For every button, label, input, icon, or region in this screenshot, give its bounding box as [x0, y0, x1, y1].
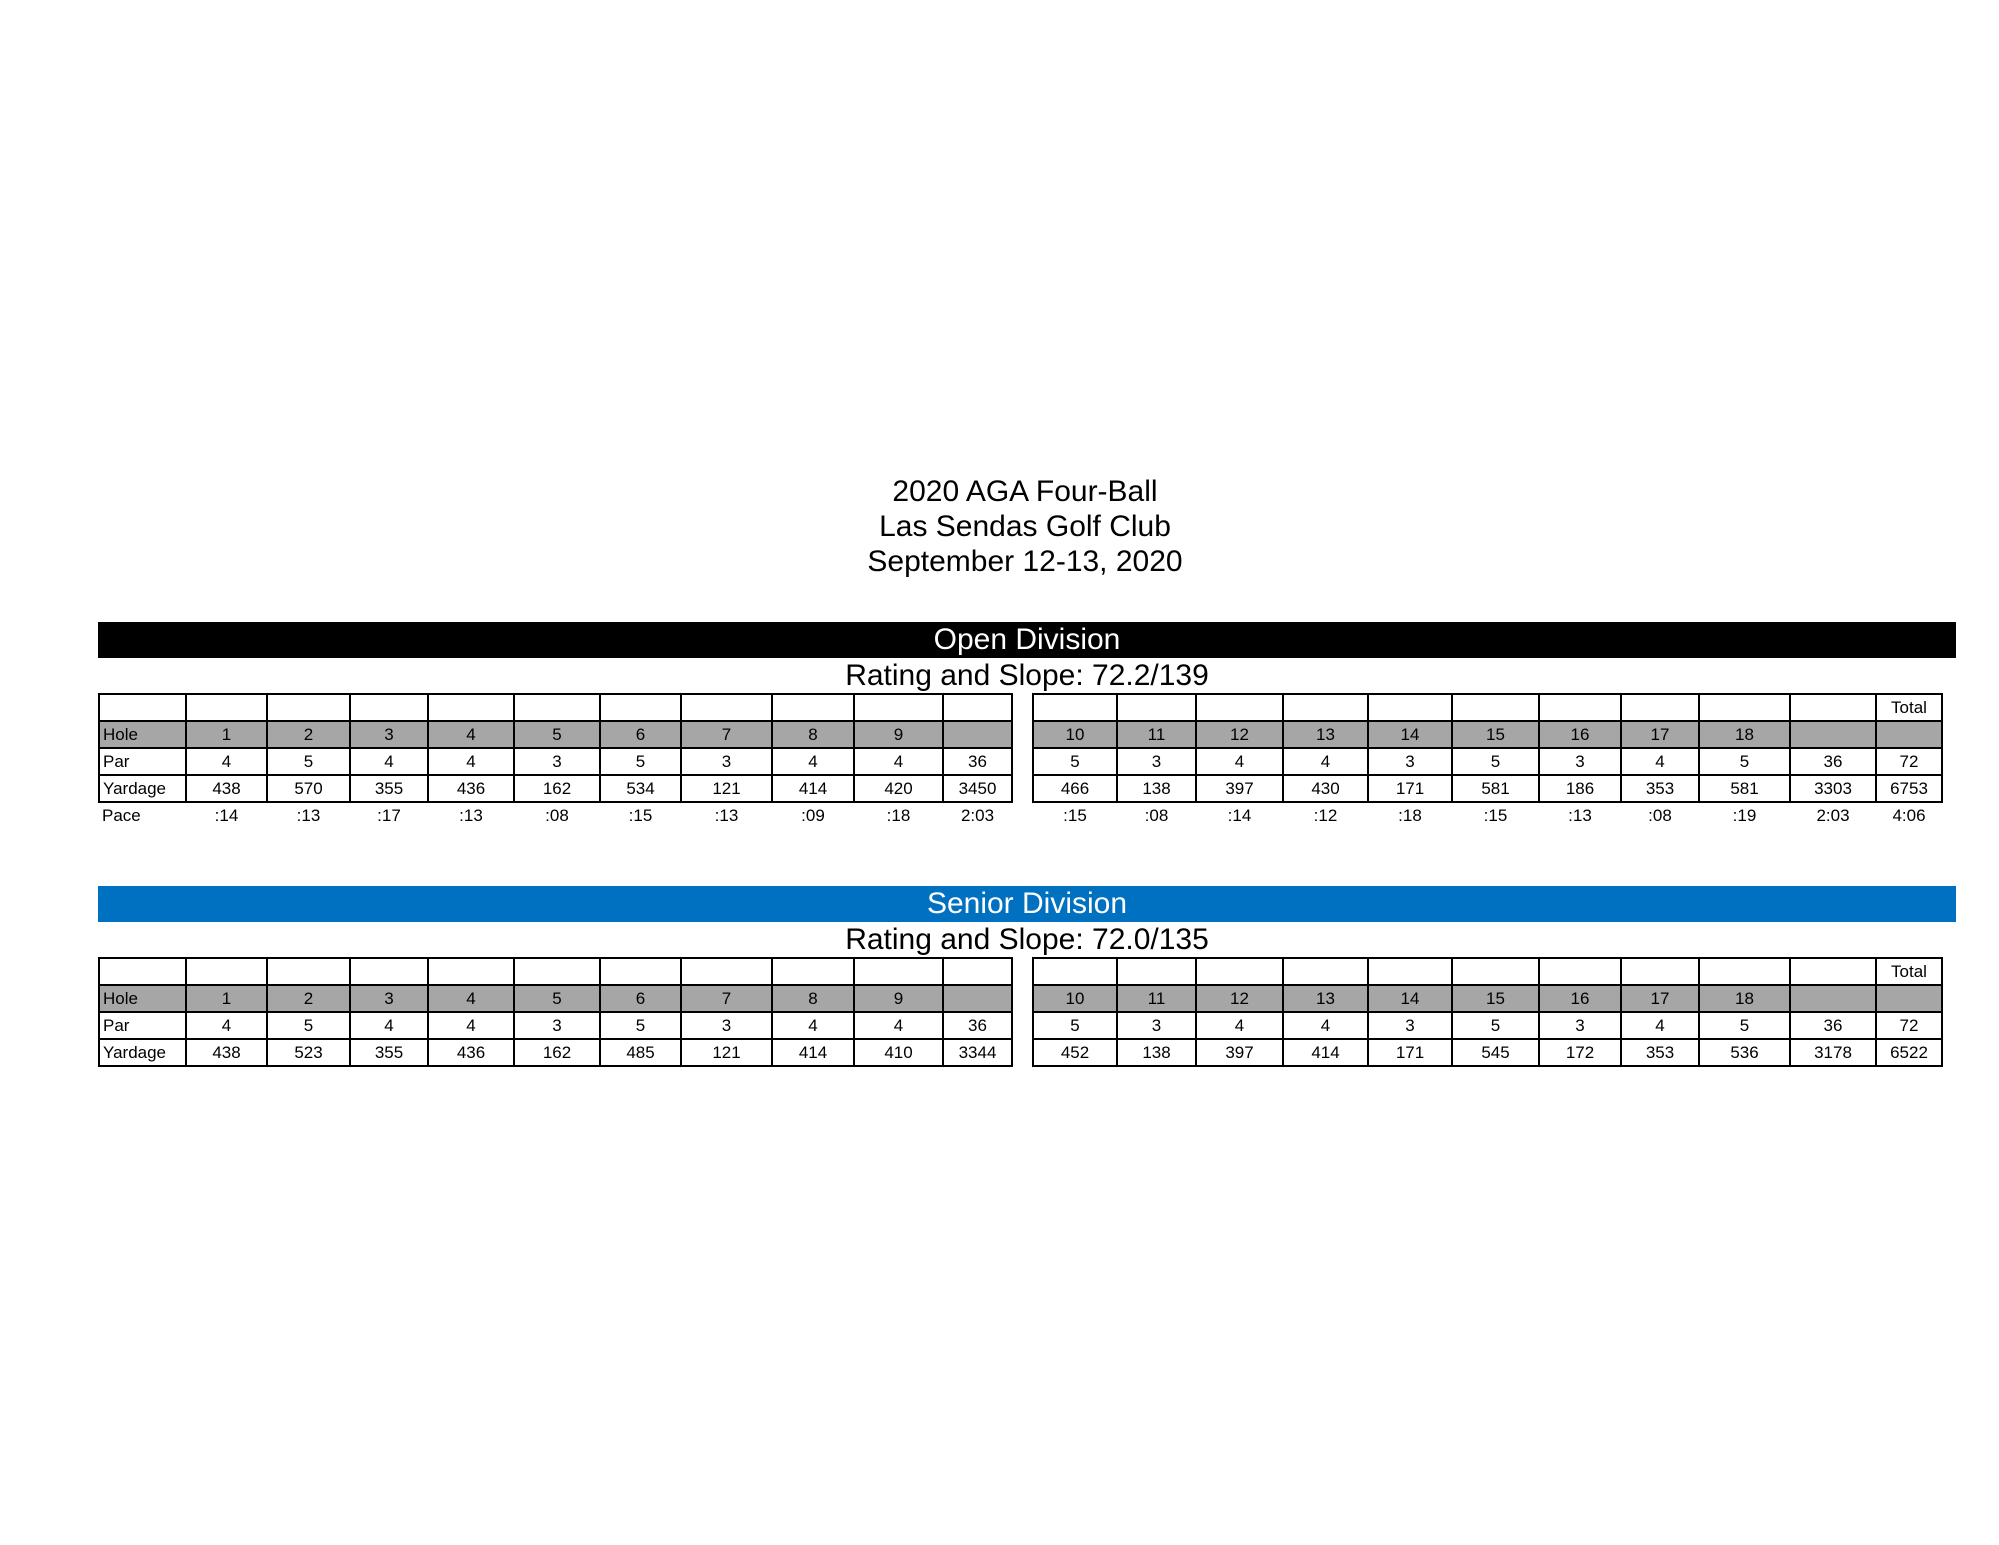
par-cell: 4	[428, 1012, 514, 1039]
hole-cell: 10	[1033, 721, 1117, 748]
blank-cell	[1539, 958, 1621, 985]
par-cell: 4	[186, 748, 267, 775]
yardage-cell: 355	[350, 1039, 428, 1066]
hole-cell: 7	[681, 985, 772, 1012]
yardage-row	[1033, 1039, 1942, 1066]
blank-cell	[1621, 958, 1699, 985]
open-scorecard	[98, 693, 1956, 833]
yardage-cell: Yardage	[99, 1039, 186, 1066]
par-cell: 4	[1621, 1012, 1699, 1039]
pace-cell: :19	[1732, 806, 1757, 825]
blank-cell	[1452, 694, 1539, 721]
par-cell: 5	[1699, 748, 1790, 775]
pace-cell: :09	[801, 806, 825, 825]
par-cell: 4	[186, 1012, 267, 1039]
hole-cell: 4	[428, 721, 514, 748]
blank-cell	[1539, 694, 1621, 721]
hole-cell: 14	[1368, 985, 1452, 1012]
hole-row	[99, 721, 1012, 748]
hole-cell: 17	[1621, 721, 1699, 748]
hole-cell: 5	[514, 985, 600, 1012]
par-row	[99, 1012, 1012, 1039]
blank-cell	[943, 694, 1012, 721]
pace-cell: :17	[377, 806, 401, 825]
hole-cell: 9	[854, 985, 943, 1012]
par-cell: 3	[514, 748, 600, 775]
yardage-cell: 121	[681, 1039, 772, 1066]
yardage-cell: 466	[1033, 775, 1117, 802]
par-cell: 3	[1117, 1012, 1196, 1039]
pace-cell: Pace	[102, 806, 141, 825]
hole-cell: 18	[1699, 985, 1790, 1012]
blank-cell	[99, 694, 186, 721]
par-cell: 36	[943, 748, 1012, 775]
total-column-label: Total	[1876, 694, 1942, 721]
par-cell: 3	[681, 1012, 772, 1039]
yardage-cell: 162	[514, 1039, 600, 1066]
par-cell: 3	[1539, 748, 1621, 775]
par-cell: 4	[1196, 1012, 1283, 1039]
par-cell: 4	[1621, 748, 1699, 775]
hole-cell: 11	[1117, 721, 1196, 748]
yardage-cell: 171	[1368, 1039, 1452, 1066]
yardage-cell: 438	[186, 775, 267, 802]
hole-cell: 3	[350, 721, 428, 748]
par-cell: 3	[1368, 1012, 1452, 1039]
hole-cell	[943, 985, 1012, 1012]
blank-cell	[1621, 694, 1699, 721]
par-cell: Par	[99, 1012, 186, 1039]
par-cell: Par	[99, 748, 186, 775]
yardage-cell: 438	[186, 1039, 267, 1066]
yardage-cell: 397	[1196, 775, 1283, 802]
yardage-cell: 6753	[1876, 775, 1942, 802]
blank-cell	[186, 958, 267, 985]
yardage-cell: 436	[428, 1039, 514, 1066]
yardage-cell: 353	[1621, 1039, 1699, 1066]
par-cell: 5	[267, 1012, 350, 1039]
blank-cell	[1790, 694, 1876, 721]
yardage-cell: 436	[428, 775, 514, 802]
pace-cell: :18	[886, 806, 911, 825]
yardage-cell: 138	[1117, 1039, 1196, 1066]
yardage-cell: 162	[514, 775, 600, 802]
blank-cell	[1790, 958, 1876, 985]
hole-cell: 4	[428, 985, 514, 1012]
hole-cell: 6	[600, 985, 681, 1012]
hole-cell: 5	[514, 721, 600, 748]
pace-cell: :14	[214, 806, 239, 825]
pace-cell: :18	[1398, 806, 1422, 825]
blank-cell	[1699, 958, 1790, 985]
pace-cell: :08	[545, 806, 569, 825]
senior-rating-slope: Rating and Slope: 72.0/135	[845, 923, 1209, 956]
hole-cell: 2	[267, 985, 350, 1012]
total-column-label: Total	[1876, 958, 1942, 985]
hole-cell: 11	[1117, 985, 1196, 1012]
yardage-cell: 6522	[1876, 1039, 1942, 1066]
senior-division-banner: Senior Division	[98, 886, 1956, 922]
par-cell: 5	[1452, 748, 1539, 775]
blank-cell	[186, 694, 267, 721]
pace-cell: :13	[714, 806, 739, 825]
hole-cell: 1	[186, 721, 267, 748]
hole-cell	[943, 721, 1012, 748]
yardage-cell: 430	[1283, 775, 1368, 802]
yardage-cell: 581	[1699, 775, 1790, 802]
par-cell: 5	[1452, 1012, 1539, 1039]
yardage-cell: 3344	[943, 1039, 1012, 1066]
yardage-cell: 414	[772, 1039, 854, 1066]
yardage-row	[99, 1039, 1012, 1066]
blank-cell	[772, 958, 854, 985]
yardage-row	[99, 775, 1012, 802]
hole-row	[1033, 985, 1942, 1012]
hole-cell: Hole	[99, 721, 186, 748]
par-cell: 4	[1196, 748, 1283, 775]
yardage-cell: 121	[681, 775, 772, 802]
blank-cell	[350, 694, 428, 721]
hole-cell: 15	[1452, 721, 1539, 748]
hole-cell: 7	[681, 721, 772, 748]
yardage-cell: 397	[1196, 1039, 1283, 1066]
pace-cell: 4:06	[1892, 806, 1926, 825]
blank-cell	[1452, 958, 1539, 985]
par-cell: 5	[1033, 748, 1117, 775]
par-cell: 5	[1699, 1012, 1790, 1039]
blank-cell	[514, 694, 600, 721]
blank-cell	[600, 694, 681, 721]
event-title: 2020 AGA Four-Ball	[892, 475, 1158, 508]
header-row	[1033, 958, 1942, 985]
par-cell: 3	[514, 1012, 600, 1039]
pace-cell: :15	[628, 806, 653, 825]
yardage-cell: 186	[1539, 775, 1621, 802]
hole-cell: 6	[600, 721, 681, 748]
par-cell: 4	[350, 1012, 428, 1039]
yardage-cell: 3450	[943, 775, 1012, 802]
hole-cell: 14	[1368, 721, 1452, 748]
hole-cell: 1	[186, 985, 267, 1012]
blank-cell	[267, 958, 350, 985]
par-cell: 4	[1283, 1012, 1368, 1039]
hole-cell: Hole	[99, 985, 186, 1012]
open-division-banner: Open Division	[98, 622, 1956, 658]
blank-cell	[1283, 958, 1368, 985]
par-cell: 3	[1117, 748, 1196, 775]
header-row	[99, 694, 1012, 721]
blank-cell	[1196, 958, 1283, 985]
yardage-cell: 570	[267, 775, 350, 802]
blank-cell	[99, 958, 186, 985]
senior-division-section	[98, 886, 1956, 1097]
blank-cell	[854, 958, 943, 985]
hole-cell	[1790, 985, 1876, 1012]
hole-cell: 13	[1283, 721, 1368, 748]
venue-name: Las Sendas Golf Club	[879, 510, 1171, 543]
pace-cell: 2:03	[1816, 806, 1850, 825]
event-dates: September 12-13, 2020	[867, 545, 1183, 578]
par-cell: 3	[1539, 1012, 1621, 1039]
blank-cell	[1117, 694, 1196, 721]
pace-cell: 2:03	[960, 806, 995, 825]
yardage-cell: 171	[1368, 775, 1452, 802]
par-row	[99, 748, 1012, 775]
par-cell: 4	[854, 1012, 943, 1039]
pace-cell: :12	[1313, 806, 1338, 825]
pace-row	[99, 802, 1012, 829]
blank-cell	[428, 958, 514, 985]
par-row	[1033, 748, 1942, 775]
hole-cell	[1790, 721, 1876, 748]
hole-cell: 17	[1621, 985, 1699, 1012]
yardage-cell: 545	[1452, 1039, 1539, 1066]
hole-cell: 9	[854, 721, 943, 748]
hole-cell: 16	[1539, 721, 1621, 748]
par-cell: 4	[772, 1012, 854, 1039]
par-cell: 36	[943, 1012, 1012, 1039]
par-cell: 5	[1033, 1012, 1117, 1039]
yardage-cell: 534	[600, 775, 681, 802]
senior-back-nine-table	[1032, 957, 1943, 1067]
pace-row	[1033, 802, 1942, 829]
senior-scorecard	[98, 957, 1956, 1097]
par-cell: 3	[1368, 748, 1452, 775]
par-cell: 5	[600, 748, 681, 775]
par-cell: 36	[1790, 1012, 1876, 1039]
par-cell: 4	[428, 748, 514, 775]
pace-cell: :13	[459, 806, 483, 825]
par-cell: 4	[854, 748, 943, 775]
par-cell: 72	[1876, 1012, 1942, 1039]
hole-cell: 8	[772, 721, 854, 748]
hole-cell: 18	[1699, 721, 1790, 748]
yardage-cell: 523	[267, 1039, 350, 1066]
blank-cell	[1368, 694, 1452, 721]
hole-row	[1033, 721, 1942, 748]
hole-cell: 16	[1539, 985, 1621, 1012]
hole-cell: 3	[350, 985, 428, 1012]
header-row	[1033, 694, 1942, 721]
pace-cell: :14	[1227, 806, 1252, 825]
yardage-cell: 172	[1539, 1039, 1621, 1066]
open-rating-slope: Rating and Slope: 72.2/139	[845, 659, 1209, 692]
hole-cell: 13	[1283, 985, 1368, 1012]
pace-cell: :13	[1568, 806, 1592, 825]
par-cell: 3	[681, 748, 772, 775]
hole-cell	[1876, 985, 1942, 1012]
senior-front-nine-table	[98, 957, 1013, 1067]
yardage-cell: 420	[854, 775, 943, 802]
par-cell: 36	[1790, 748, 1876, 775]
yardage-cell: 355	[350, 775, 428, 802]
yardage-cell: 138	[1117, 775, 1196, 802]
hole-cell: 8	[772, 985, 854, 1012]
blank-cell	[681, 694, 772, 721]
blank-cell	[514, 958, 600, 985]
yardage-cell: 3303	[1790, 775, 1876, 802]
open-front-nine-table	[98, 693, 1013, 829]
yardage-cell: 414	[1283, 1039, 1368, 1066]
blank-cell	[1283, 694, 1368, 721]
blank-cell	[350, 958, 428, 985]
yardage-cell: 452	[1033, 1039, 1117, 1066]
blank-cell	[1699, 694, 1790, 721]
hole-cell: 15	[1452, 985, 1539, 1012]
yardage-cell: 3178	[1790, 1039, 1876, 1066]
event-header	[0, 474, 1999, 579]
blank-cell	[267, 694, 350, 721]
par-cell: 4	[772, 748, 854, 775]
blank-cell	[1033, 958, 1117, 985]
par-cell: 4	[350, 748, 428, 775]
blank-cell	[681, 958, 772, 985]
hole-cell: 12	[1196, 721, 1283, 748]
pace-cell: :15	[1483, 806, 1508, 825]
yardage-cell: 410	[854, 1039, 943, 1066]
hole-cell	[1876, 721, 1942, 748]
blank-cell	[772, 694, 854, 721]
blank-cell	[1196, 694, 1283, 721]
yardage-row	[1033, 775, 1942, 802]
yardage-cell: 536	[1699, 1039, 1790, 1066]
pace-cell: :15	[1063, 806, 1087, 825]
par-cell: 72	[1876, 748, 1942, 775]
blank-cell	[428, 694, 514, 721]
blank-cell	[943, 958, 1012, 985]
open-division-section	[98, 622, 1956, 833]
yardage-cell: 485	[600, 1039, 681, 1066]
open-back-nine-table	[1032, 693, 1943, 829]
header-row	[99, 958, 1012, 985]
pace-cell: :08	[1144, 806, 1169, 825]
blank-cell	[1368, 958, 1452, 985]
par-cell: 5	[600, 1012, 681, 1039]
par-cell: 4	[1283, 748, 1368, 775]
hole-cell: 12	[1196, 985, 1283, 1012]
pace-cell: :08	[1648, 806, 1672, 825]
blank-cell	[1033, 694, 1117, 721]
blank-cell	[600, 958, 681, 985]
yardage-cell: Yardage	[99, 775, 186, 802]
hole-cell: 10	[1033, 985, 1117, 1012]
blank-cell	[1117, 958, 1196, 985]
yardage-cell: 414	[772, 775, 854, 802]
hole-row	[99, 985, 1012, 1012]
yardage-cell: 581	[1452, 775, 1539, 802]
par-cell: 5	[267, 748, 350, 775]
blank-cell	[854, 694, 943, 721]
hole-cell: 2	[267, 721, 350, 748]
pace-cell: :13	[296, 806, 321, 825]
par-row	[1033, 1012, 1942, 1039]
yardage-cell: 353	[1621, 775, 1699, 802]
